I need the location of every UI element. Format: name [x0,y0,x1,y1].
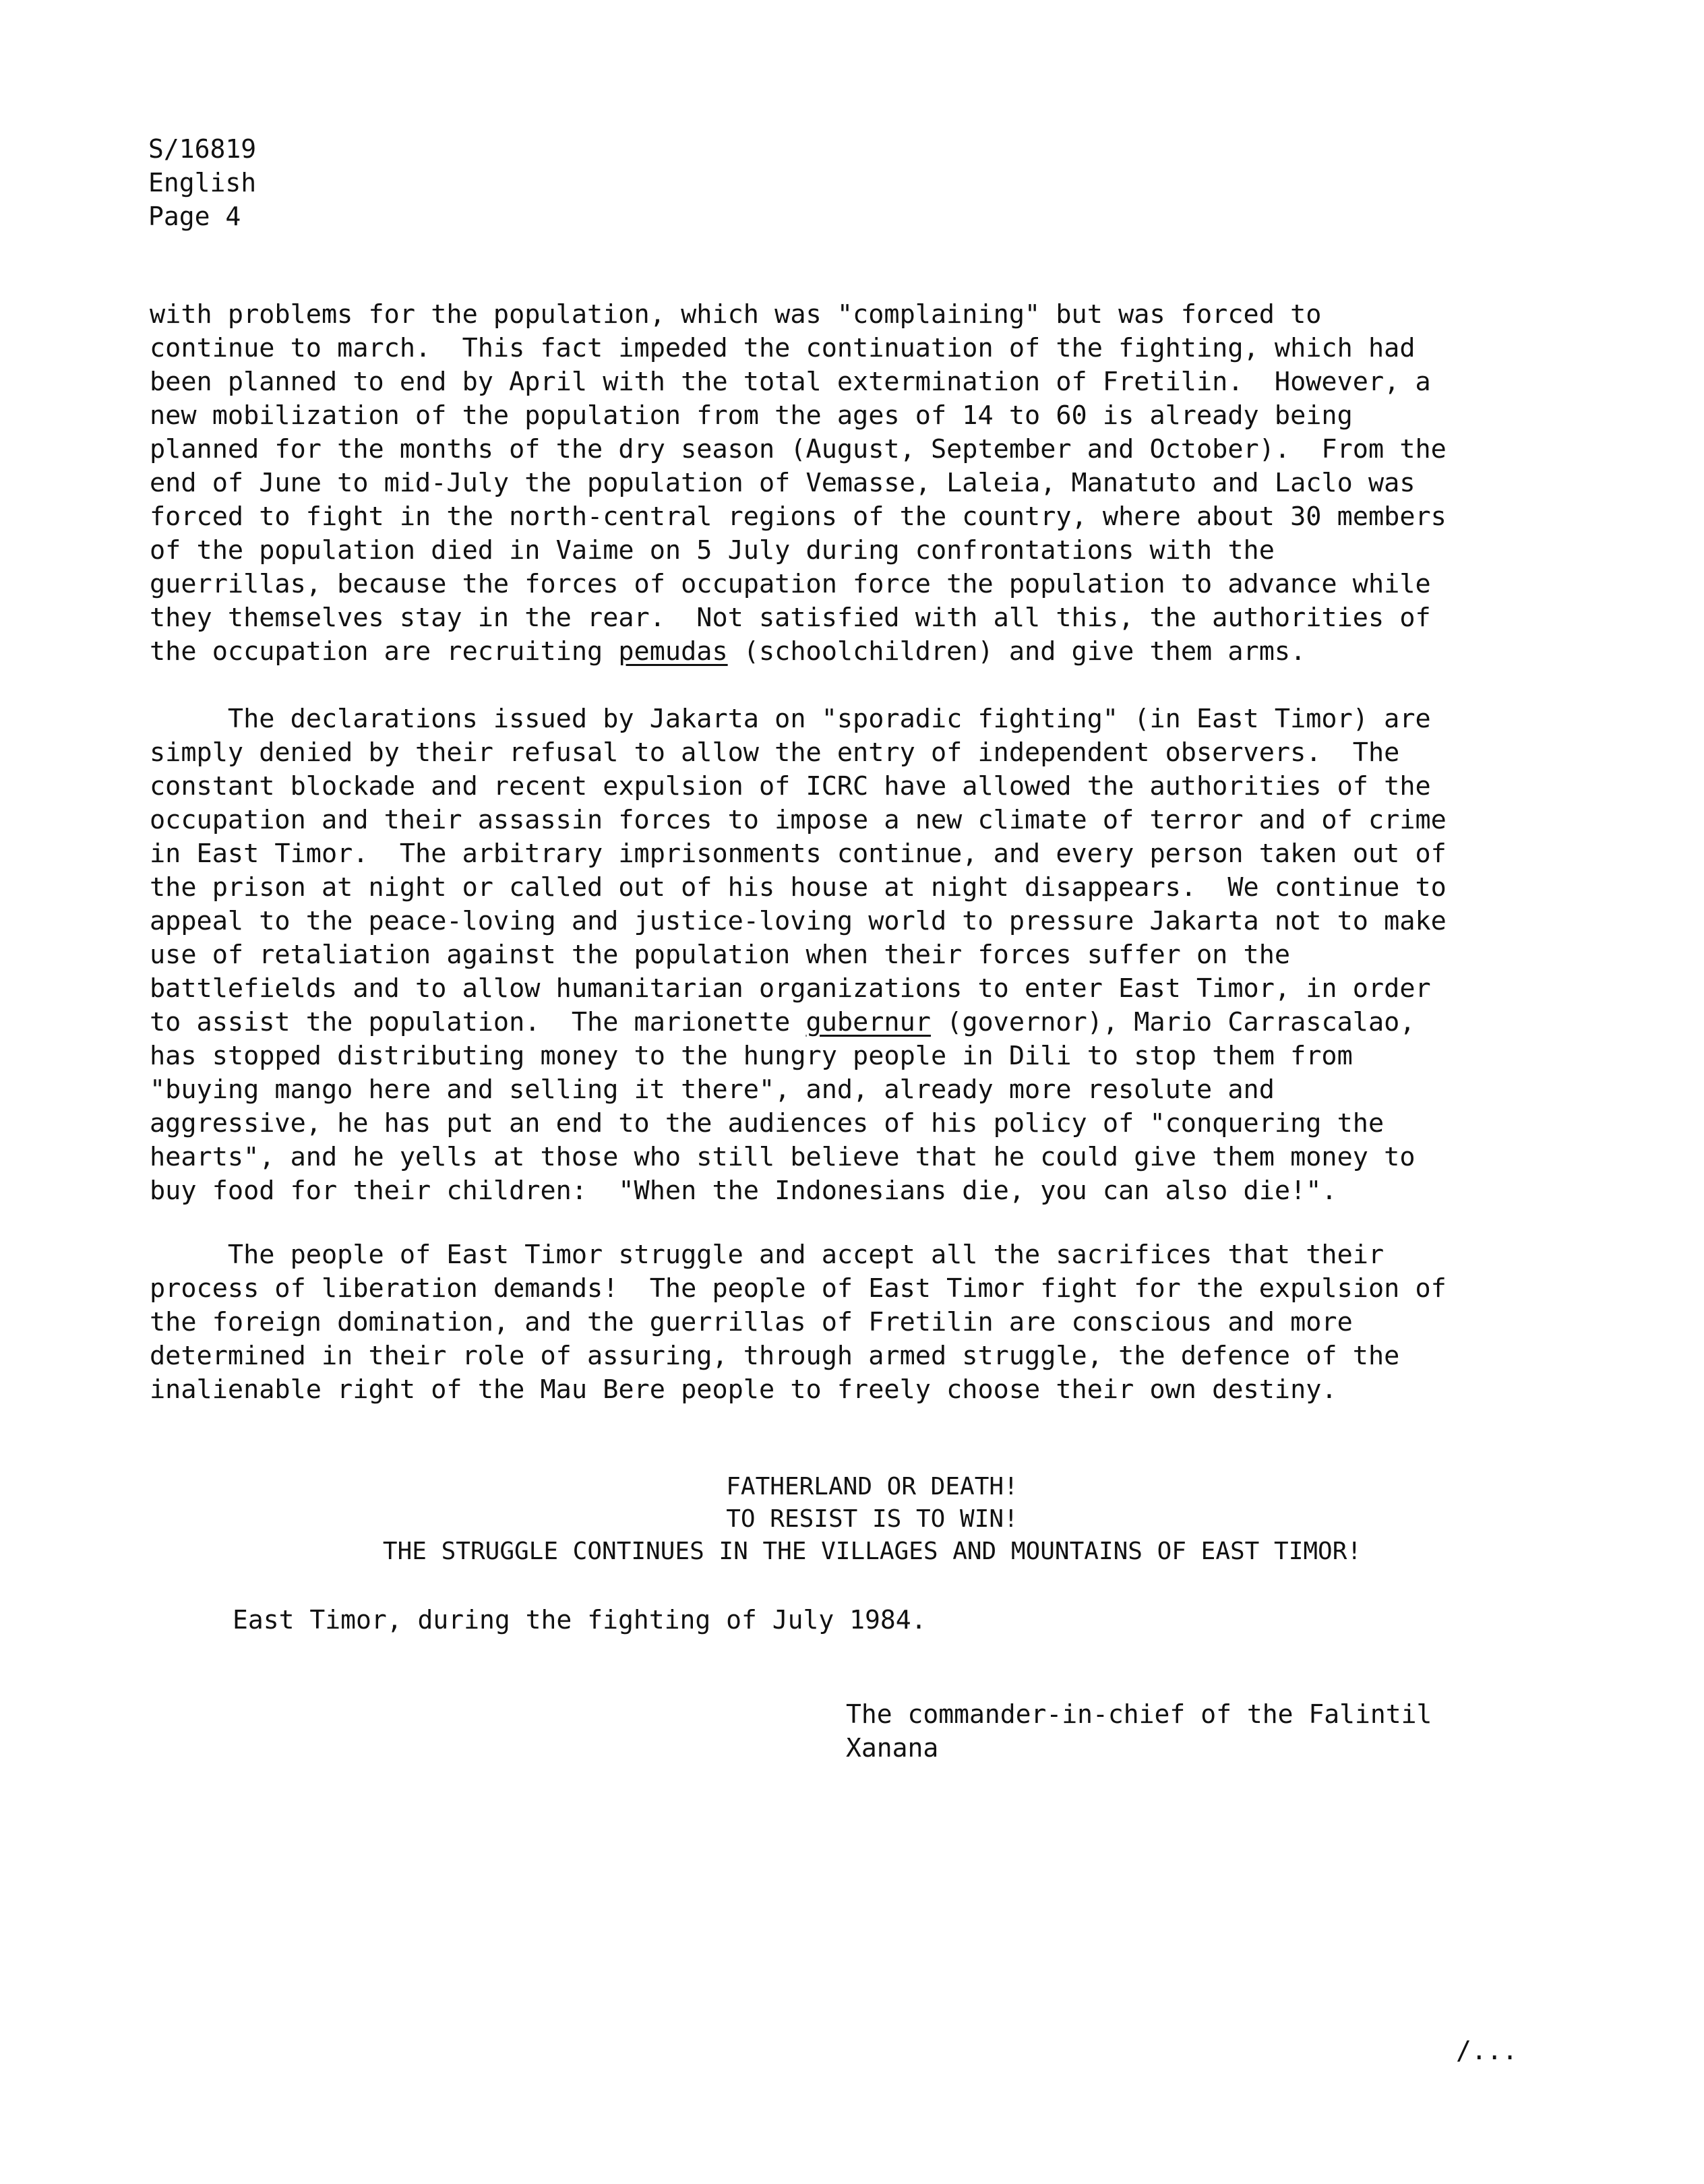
paragraph-line: with problems for the population, which was "complaining" but was forced to [150,299,1322,330]
paragraph-line: use of retaliation against the population when their forces suffer on the [150,940,1291,970]
paragraph-line: battlefields and to allow humanitarian organizations to enter East Timor, in order [150,973,1431,1004]
paragraph-line: The people of East Timor struggle and accept all the sacrifices that their [150,1240,1384,1270]
document-symbol: S/16819 [148,134,257,164]
paragraph-3 [150,1238,1579,1407]
paragraph-line: buy food for their children: "When the Indonesians die, you can also die!". [150,1176,1337,1206]
signature-block [846,1697,1432,1765]
slogan-line: FATHERLAND OR DEATH! [726,1473,1018,1500]
paragraph-line: end of June to mid-July the population of Vemasse, Laleia, Manatuto and Laclo was [150,468,1416,498]
paragraph-line: been planned to end by April with the total extermination of Fretilin. However, a [150,367,1431,397]
line-text: (schoolchildren) and give them arms. [727,636,1306,667]
continuation-mark: /... [1456,2036,1518,2065]
paragraph-line: constant blockade and recent expulsion of ICRC have allowed the authorities of the [150,771,1431,801]
paragraph-line: has stopped distributing money to the hungry people in Dili to stop them from [150,1041,1353,1071]
paragraph-line: "buying mango here and selling it there", and, already more resolute and [150,1074,1275,1105]
underlined-term-gubernur: gubernur [805,1007,931,1037]
signatory-title: The commander-in-chief of the Falintil [846,1699,1432,1729]
underlined-term-pemudas: pemudas [618,636,728,667]
paragraph-line: the prison at night or called out of his house at night disappears. We continue to [150,872,1447,903]
paragraph-line: they themselves stay in the rear. Not satisfied with all this, the authorities of [150,603,1431,633]
paragraph-line: determined in their role of assuring, through armed struggle, the defence of the [150,1341,1400,1371]
paragraph-line: continue to march. This fact impeded the continuation of the fighting, which had [150,333,1416,363]
paragraph-2 [150,702,1579,1208]
paragraph-line: the foreign domination, and the guerrillas of Fretilin are conscious and more [150,1307,1353,1337]
paragraph-line: planned for the months of the dry season (August, September and October). From the [150,434,1447,464]
page-number: Page 4 [148,202,241,231]
paragraph-line: new mobilization of the population from the ages of 14 to 60 is already being [150,400,1353,431]
line-text: (governor), Mario Carrascalao, [930,1007,1416,1037]
slogans-block [0,1471,1704,1568]
paragraph-line: simply denied by their refusal to allow the entry of independent observers. The [150,737,1400,768]
line-text: the occupation are recruiting [150,636,619,667]
slogan-line: TO RESIST IS TO WIN! [726,1505,1018,1533]
paragraph-line [150,635,1579,669]
document-header [148,132,256,233]
paragraph-line: occupation and their assassin forces to impose a new climate of terror and of crime [150,805,1447,835]
paragraph-1 [150,298,1579,669]
paragraph-line: process of liberation demands! The people of East Timor fight for the expulsion of [150,1273,1447,1304]
paragraph-line: guerrillas, because the forces of occupation force the population to advance while [150,569,1431,599]
paragraph-line: of the population died in Vaime on 5 July during confrontations with the [150,535,1275,566]
paragraph-line: appeal to the peace-loving and justice-loving world to pressure Jakarta not to make [150,906,1447,936]
line-text: to assist the population. The marionette [150,1007,806,1037]
slogan-line: THE STRUGGLE CONTINUES IN THE VILLAGES AND MOUNTAINS OF EAST TIMOR! [382,1538,1362,1565]
document-language: English [148,168,257,198]
paragraph-line: The declarations issued by Jakarta on "sporadic fighting" (in East Timor) are [150,704,1431,734]
paragraph-line: aggressive, he has put an end to the audiences of his policy of "conquering the [150,1108,1384,1139]
paragraph-line: hearts", and he yells at those who still believe that he could give them money to [150,1142,1416,1172]
paragraph-line [150,1006,1579,1039]
signatory-name: Xanana [846,1733,939,1763]
paragraph-line: inalienable right of the Mau Bere people to freely choose their own destiny. [150,1374,1337,1405]
paragraph-line: forced to fight in the north-central regions of the country, where about 30 members [150,502,1447,532]
dateline: East Timor, during the fighting of July 1984. [233,1605,927,1635]
paragraph-line: in East Timor. The arbitrary imprisonments continue, and every person taken out of [150,839,1447,869]
